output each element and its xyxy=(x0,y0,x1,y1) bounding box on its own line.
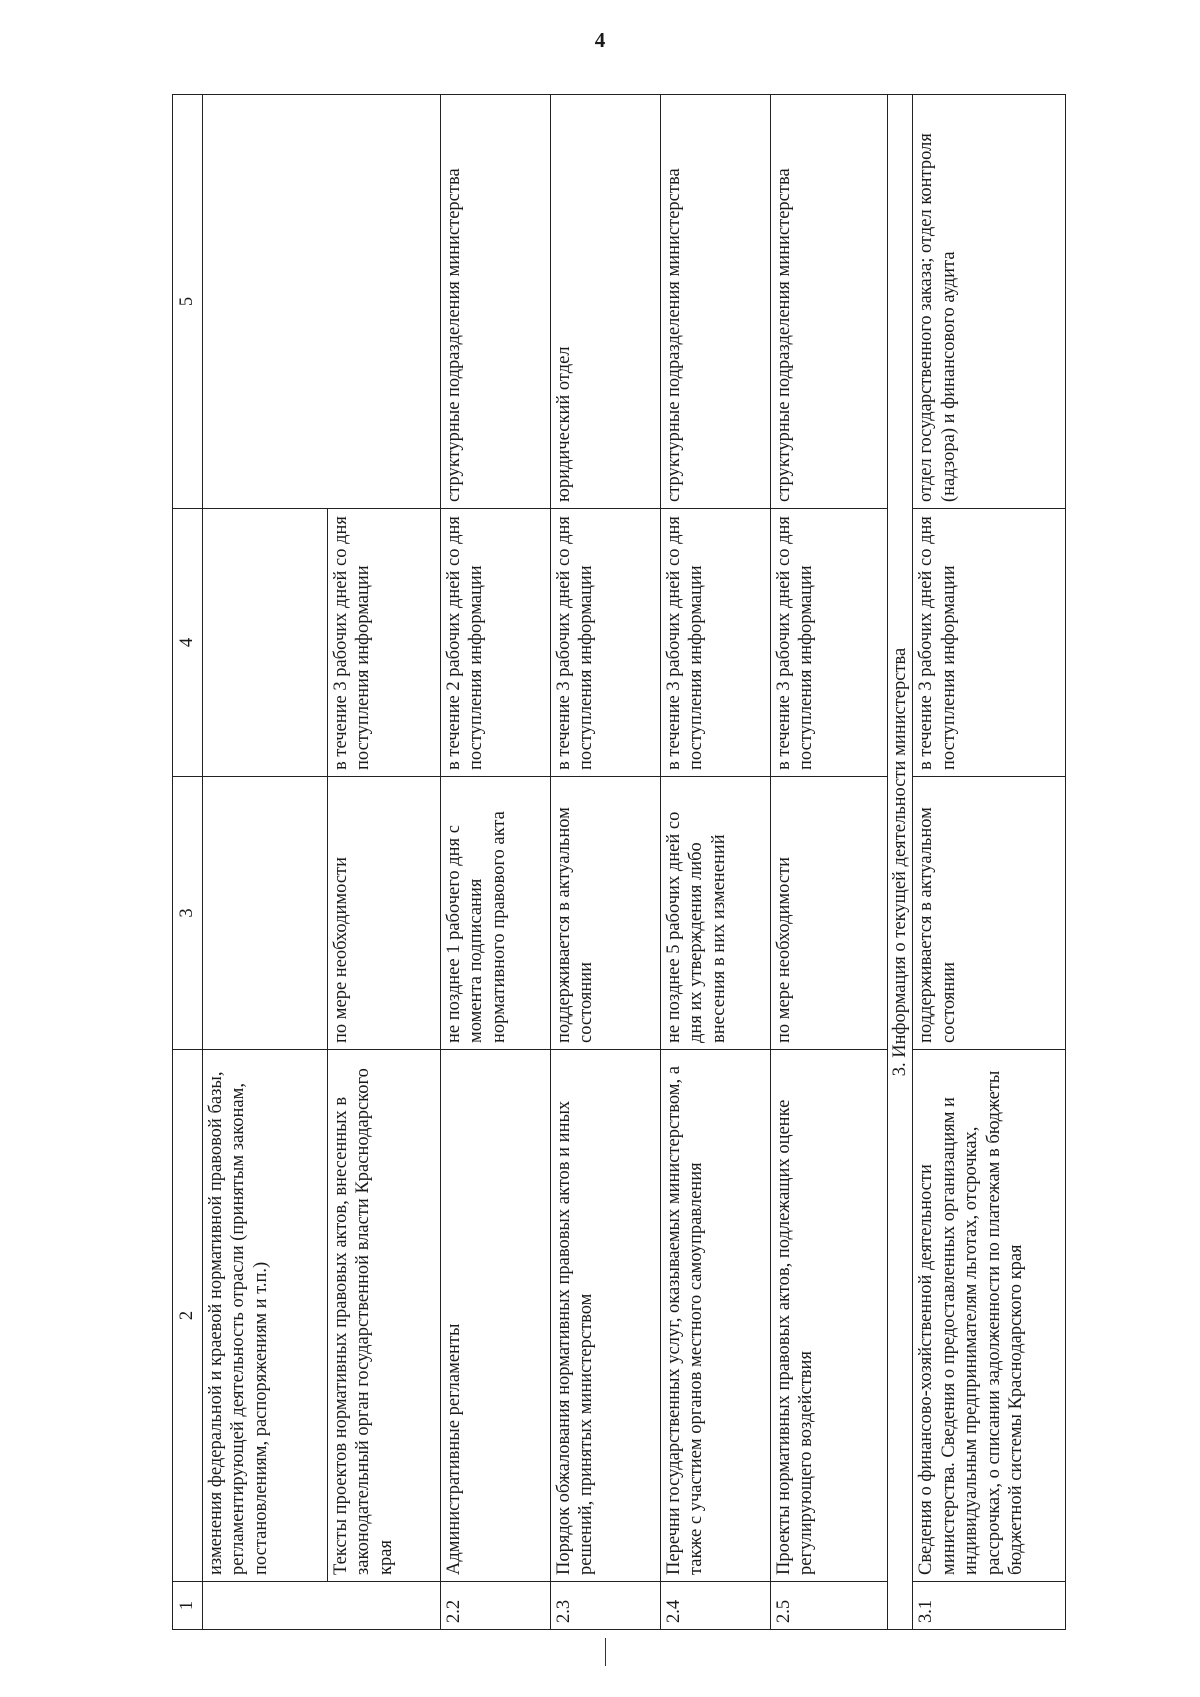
cell-num-empty xyxy=(202,1582,440,1630)
cell-description: изменения федеральной и краевой нормативной правовой базы, регламентирующей деятельность отрасли (принятым законам, постановлениям, распоряжениям и т.п.) xyxy=(202,1050,327,1582)
cell-placement-term: в течение 2 рабочих дней со дня поступления информации xyxy=(440,509,550,777)
rotated-table-container xyxy=(172,95,1134,1630)
cell-deadline: поддерживается в актуальном состоянии xyxy=(913,777,1066,1050)
cell-deadline: по мере необходимости xyxy=(770,777,887,1050)
cell-deadline: по мере необходимости xyxy=(327,777,440,1050)
cell-description: Административные регламенты xyxy=(440,1050,550,1582)
table-row xyxy=(440,95,550,1630)
cell-description: Тексты проектов нормативных правовых актов, внесенных в законодательный орган государственной власти Краснодарского края xyxy=(327,1050,440,1582)
cell-placement-term: в течение 3 рабочих дней со дня поступления информации xyxy=(770,509,887,777)
cell-deadline xyxy=(202,777,327,1050)
cell-deadline: не позднее 5 рабочих дней со дня их утверждения либо внесения в них изменений xyxy=(660,777,770,1050)
cell-description: Проекты нормативных правовых актов, подлежащих оценке регулирующего воздействия xyxy=(770,1050,887,1582)
section-row xyxy=(887,95,913,1630)
cell-responsible: структурные подразделения министерства xyxy=(440,95,550,509)
cell-num: 3.1 xyxy=(913,1582,1066,1630)
cell-deadline: не позднее 1 рабочего дня с момента подписания нормативного правового акта xyxy=(440,777,550,1050)
header-col-5: 5 xyxy=(173,95,203,509)
cell-deadline: поддерживается в актуальном состоянии xyxy=(550,777,660,1050)
table-row xyxy=(550,95,660,1630)
cell-placement-term: в течение 3 рабочих дней со дня поступления информации xyxy=(550,509,660,777)
cell-description: Перечни государственных услуг, оказываемых министерством, а также с участием органов местного самоуправления xyxy=(660,1050,770,1582)
cell-placement-term: в течение 3 рабочих дней со дня поступления информации xyxy=(327,509,440,777)
table-wrapper xyxy=(172,95,1134,1630)
cell-responsible: структурные подразделения министерства xyxy=(660,95,770,509)
cell-responsible: структурные подразделения министерства xyxy=(770,95,887,509)
scan-mark xyxy=(605,1638,606,1666)
table-row xyxy=(913,95,1066,1630)
cell-description: Сведения о финансово-хозяйственной деятельности министерства. Сведения о предоставленных организациям и индивидуальным предпринимателям льготах, отсрочках, рассрочках, о списании задолженности по платежам в бюджеты бюджетной системы Краснодарского края xyxy=(913,1050,1066,1582)
cell-placement-term xyxy=(202,509,327,777)
header-col-3: 3 xyxy=(173,777,203,1050)
cell-placement-term: в течение 3 рабочих дней со дня поступления информации xyxy=(660,509,770,777)
section-title: 3. Информация о текущей деятельности министерства xyxy=(887,95,913,1630)
header-col-1: 1 xyxy=(173,1582,203,1630)
cell-num: 2.2 xyxy=(440,1582,550,1630)
table-header-row xyxy=(173,95,203,1630)
cell-num: 2.3 xyxy=(550,1582,660,1630)
table-row xyxy=(770,95,887,1630)
header-col-2: 2 xyxy=(173,1050,203,1582)
header-col-4: 4 xyxy=(173,509,203,777)
table-row xyxy=(202,95,327,1630)
table-row xyxy=(660,95,770,1630)
activity-table xyxy=(172,94,1066,1630)
cell-responsible: юридический отдел xyxy=(550,95,660,509)
cell-description: Порядок обжалования нормативных правовых актов и иных решений, принятых министерством xyxy=(550,1050,660,1582)
cell-num: 2.5 xyxy=(770,1582,887,1630)
cell-responsible xyxy=(202,95,440,509)
cell-placement-term: в течение 3 рабочих дней со дня поступления информации xyxy=(913,509,1066,777)
cell-responsible: отдел государственного заказа; отдел контроля (надзора) и финансового аудита xyxy=(913,95,1066,509)
cell-num: 2.4 xyxy=(660,1582,770,1630)
page-number: 4 xyxy=(594,28,606,52)
